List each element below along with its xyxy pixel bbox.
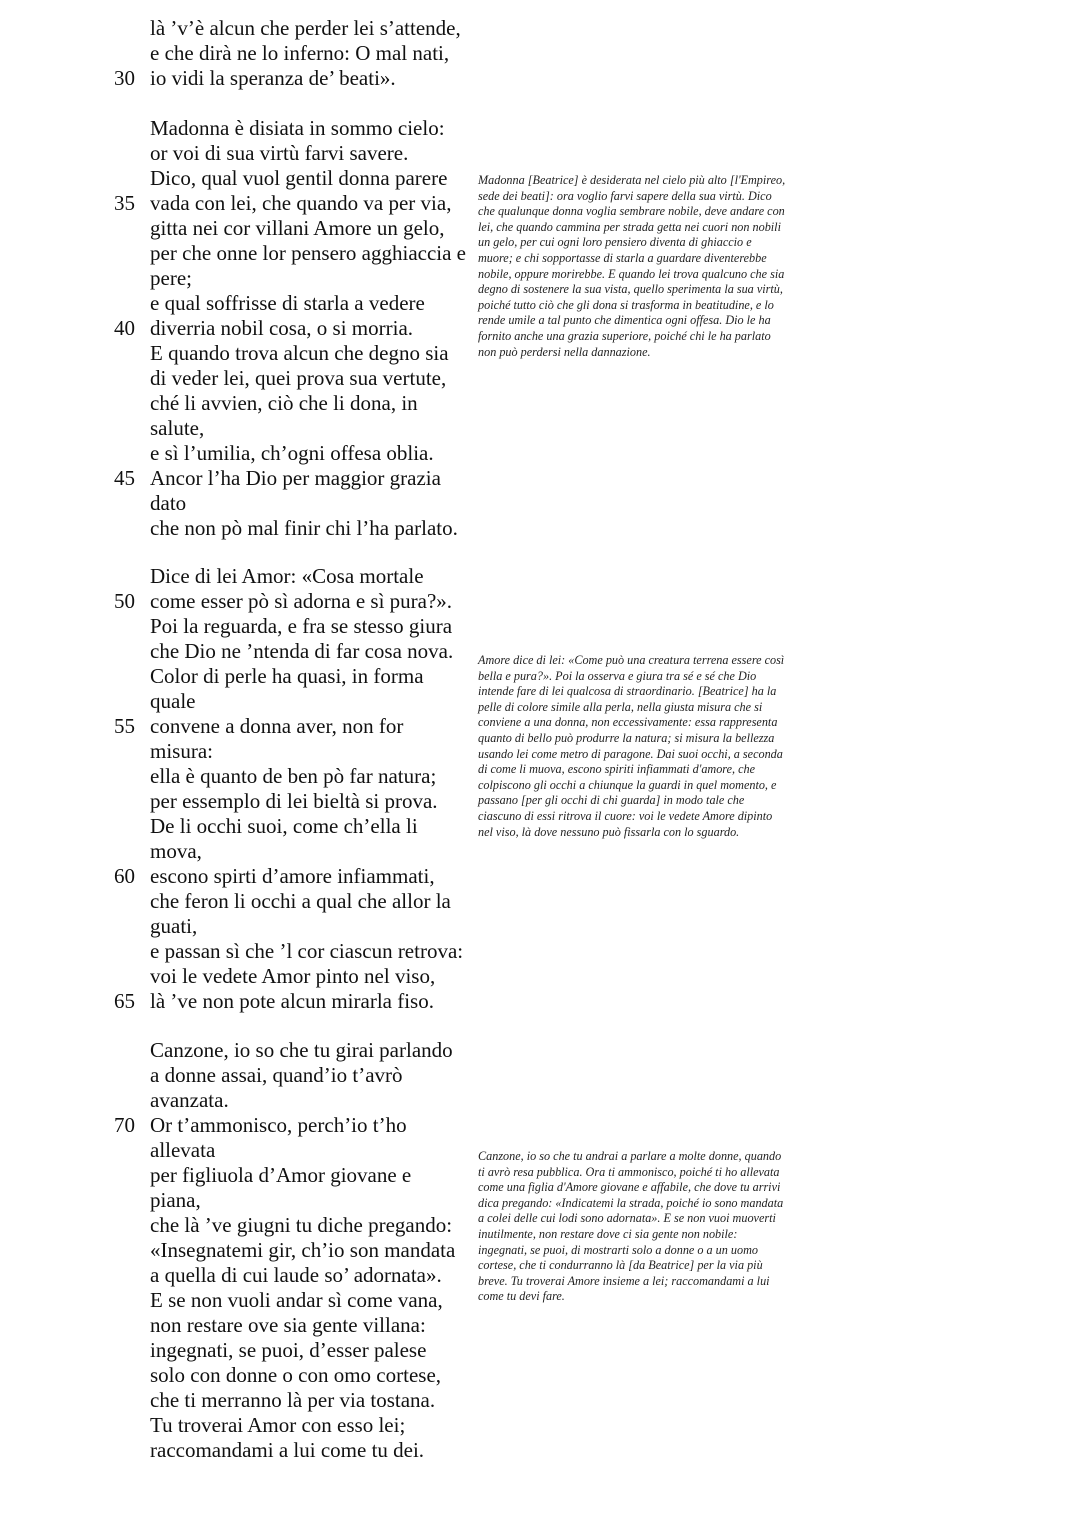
paraphrase-note-line: inutilmente, non restare dove ci sia gente non nobile: — [478, 1227, 738, 1241]
paraphrase-note-line: ingegnati, se puoi, di mostrarti solo a donne o a un uomo — [478, 1242, 758, 1257]
paraphrase-note-line: lei, che quando cammina per strada getta nei cuori non nobili — [478, 219, 781, 234]
poem-line: non restare ove sia gente villana: — [150, 1313, 426, 1337]
line-number: 45 — [114, 466, 135, 490]
paraphrase-note-line: intende fare di lei qualcosa di straordinario. [Beatrice] ha la — [478, 684, 777, 699]
paraphrase-note-line: passano [per gli occhi di chi guarda] in modo tale che — [478, 793, 745, 808]
paraphrase-note-line: dica pregando: «Indicatemi la strada, poiché io sono mandata — [478, 1195, 784, 1210]
paraphrase-note-line: nel viso, là dove nessuno può fissarla con lo sguardo. — [478, 824, 740, 839]
poem-line: pere; — [150, 266, 192, 290]
paraphrase-note-line: cortese, che ti condurranno là [da Beatrice] per la via più — [478, 1258, 763, 1273]
poem-line: De li occhi suoi, come ch’ella li — [150, 814, 418, 838]
poem-line: escono spirti d’amore infiammati, — [150, 864, 435, 888]
poem-line: Ancor l’ha Dio per maggior grazia — [150, 466, 441, 490]
poem-line: che là ’ve giugni tu diche pregando: — [150, 1213, 453, 1237]
paraphrase-note-line: poiché tutto ciò che gli dona si trasforma in beatitudine, e lo — [478, 297, 774, 312]
line-number: 35 — [114, 191, 135, 215]
paraphrase-note-line: breve. Tu troverai Amore insieme a lei; raccomandami a lui — [478, 1273, 770, 1288]
paraphrase-note-line: Amore dice di lei: «Come può una creatura terrena essere così — [478, 653, 785, 667]
poem-line: voi le vedete Amor pinto nel viso, — [150, 964, 436, 988]
poem-line: Poi la reguarda, e fra se stesso giura — [150, 614, 453, 638]
paraphrase-note-line: Canzone, io so che tu andrai a parlare a molte donne, quando — [478, 1149, 782, 1163]
poem-line: dato — [150, 491, 187, 515]
poem-line: là ’v’è alcun che perder lei s’attende, — [150, 16, 461, 40]
poem-line: Color di perle ha quasi, in forma — [150, 664, 424, 688]
paraphrase-note-line: bella e pura?». Poi la osserva e giura tra sé e sé che Dio — [478, 668, 757, 683]
paraphrase-note-line: usando lei come metro di paragone. Dai suoi occhi, a seconda — [478, 746, 783, 761]
poem-line: di veder lei, quei prova sua vertute, — [150, 366, 447, 390]
poem-line: convene a donna aver, non for — [150, 714, 404, 738]
paraphrase-note-line: a colei delle cui lodi sono adornata». E se non vuoi muoverti — [478, 1211, 776, 1226]
poem-line: a quella di cui laude so’ adornata». — [150, 1263, 442, 1287]
poem-line: Canzone, io so che tu girai parlando — [150, 1038, 453, 1062]
paraphrase-note-line: nobile, oppure morirebbe. E quando lei trova qualcuno che sia — [478, 266, 785, 281]
poem-line: e che dirà ne lo inferno: O mal nati, — [150, 41, 450, 65]
paraphrase-note-line: non può perdersi nella dannazione. — [478, 344, 651, 359]
poem-line: guati, — [150, 914, 198, 938]
poem-line: salute, — [150, 416, 205, 440]
paraphrase-note-line: colpiscono gli occhi a chiunque la guardi in quel momento, e — [478, 777, 777, 792]
poem-line: io vidi la speranza de’ beati». — [150, 66, 396, 90]
line-number: 60 — [114, 864, 135, 888]
paraphrase-note-line: conviene a una donna, non eccessivamente: essa rappresenta — [478, 715, 778, 730]
poem-line: E se non vuoli andar sì come vana, — [150, 1288, 443, 1312]
paraphrase-note-line: un gelo, per cui ogni loro pensiero diventa di ghiaccio e — [478, 235, 752, 250]
poem-line: misura: — [150, 739, 213, 763]
poem-line: Madonna è disiata in sommo cielo: — [150, 116, 445, 140]
poem-line: E quando trova alcun che degno sia — [150, 341, 449, 365]
poem-line: per che onne lor pensero agghiaccia e — [150, 241, 467, 265]
poem-line: avanzata. — [150, 1088, 229, 1112]
poem-line: diverria nobil cosa, o si morria. — [150, 316, 414, 340]
paraphrase-note-line: Madonna [Beatrice] è desiderata nel cielo più alto [l'Empireo, — [478, 173, 786, 187]
poem-line: Dico, qual vuol gentil donna parere — [150, 166, 448, 190]
poem-line: piana, — [150, 1188, 201, 1212]
paraphrase-note-line: che qualunque donna voglia sembrare nobile, deve andare con — [478, 204, 785, 219]
paraphrase-note-line: di come li muova, escono spiriti infiammati d'amore, che — [478, 762, 756, 777]
paraphrase-note-line: come una figlia d'Amore giovane e affabile, che dove tu arrivi — [478, 1180, 781, 1195]
paraphrase-note-line: ti avrò resa pubblica. Ora ti ammonisco, poiché ti ho allevata — [478, 1164, 780, 1179]
paraphrase-note-line: fornito anche una grazia superiore, poiché chi le ha parlato — [478, 329, 771, 343]
poem-line: vada con lei, che quando va per via, — [150, 191, 452, 215]
poem-line: come esser pò sì adorna e sì pura?». — [150, 589, 453, 613]
poem-line: che ti merranno là per via tostana. — [150, 1388, 436, 1412]
poem-line: or voi di sua virtù farvi savere. — [150, 141, 409, 165]
poem-line: e sì l’umilia, ch’ogni offesa oblia. — [150, 441, 434, 465]
line-number: 50 — [114, 589, 135, 613]
line-number: 40 — [114, 316, 135, 340]
paraphrase-note-line: come tu devi fare. — [478, 1289, 565, 1304]
line-number: 70 — [114, 1113, 135, 1137]
poem-line: ingegnati, se puoi, d’esser palese — [150, 1338, 427, 1362]
poem-line: che Dio ne ’ntenda di far cosa nova. — [150, 639, 454, 663]
poem-line: che feron li occhi a qual che allor la — [150, 889, 451, 913]
poem-line: ché li avvien, ciò che li dona, in — [150, 391, 418, 415]
paraphrase-note-line: rende umile a tal punto che dimentica ogni offesa. Dio le ha — [478, 313, 771, 328]
poem-line: allevata — [150, 1138, 216, 1162]
paraphrase-note-line: muore; e chi sopportasse di starla a guardare diventerebbe — [478, 251, 767, 265]
poem-line: per essemplo di lei bieltà si prova. — [150, 789, 438, 813]
poem-line: là ’ve non pote alcun mirarla fiso. — [150, 989, 434, 1013]
line-number: 65 — [114, 989, 135, 1013]
poem-line: ella è quanto de ben pò far natura; — [150, 764, 437, 788]
paraphrase-note-line: sede dei beati]: ora voglio farvi sapere della sua virtù. Dico — [478, 188, 772, 203]
paraphrase-note-line: pelle di colore simile alla perla, nella giusta misura che si — [478, 699, 763, 714]
paraphrase-note-line: degno di sostenere la sua vista, quello sperimenta la sua virtù, — [478, 282, 783, 297]
poem-line: mova, — [150, 839, 202, 863]
poem-line: e qual soffrisse di starla a vedere — [150, 291, 425, 315]
poem-line: per figliuola d’Amor giovane e — [150, 1163, 412, 1187]
paraphrase-note-line: ciascuno di essi ritrova il cuore: voi le vedete Amore dipinto — [478, 809, 773, 823]
paraphrase-note-line: quanto di bello può produrre la natura; si misura la bellezza — [478, 731, 775, 745]
poem-line: «Insegnatemi gir, ch’io son mandata — [150, 1238, 456, 1262]
poem-line: Or t’ammonisco, perch’io t’ho — [150, 1113, 407, 1137]
poem-line: raccomandami a lui come tu dei. — [150, 1438, 425, 1462]
poem-line: Dice di lei Amor: «Cosa mortale — [150, 564, 424, 588]
poem-line: quale — [150, 689, 196, 713]
poem-line: che non pò mal finir chi l’ha parlato. — [150, 516, 458, 540]
line-number: 55 — [114, 714, 135, 738]
poem-line: e passan sì che ’l cor ciascun retrova: — [150, 939, 464, 963]
line-number: 30 — [114, 66, 135, 90]
poem-line: solo con donne o con omo cortese, — [150, 1363, 442, 1387]
poem-line: Tu troverai Amor con esso lei; — [150, 1413, 406, 1437]
poem-line: gitta nei cor villani Amore un gelo, — [150, 216, 445, 240]
poem-line: a donne assai, quand’io t’avrò — [150, 1063, 403, 1087]
